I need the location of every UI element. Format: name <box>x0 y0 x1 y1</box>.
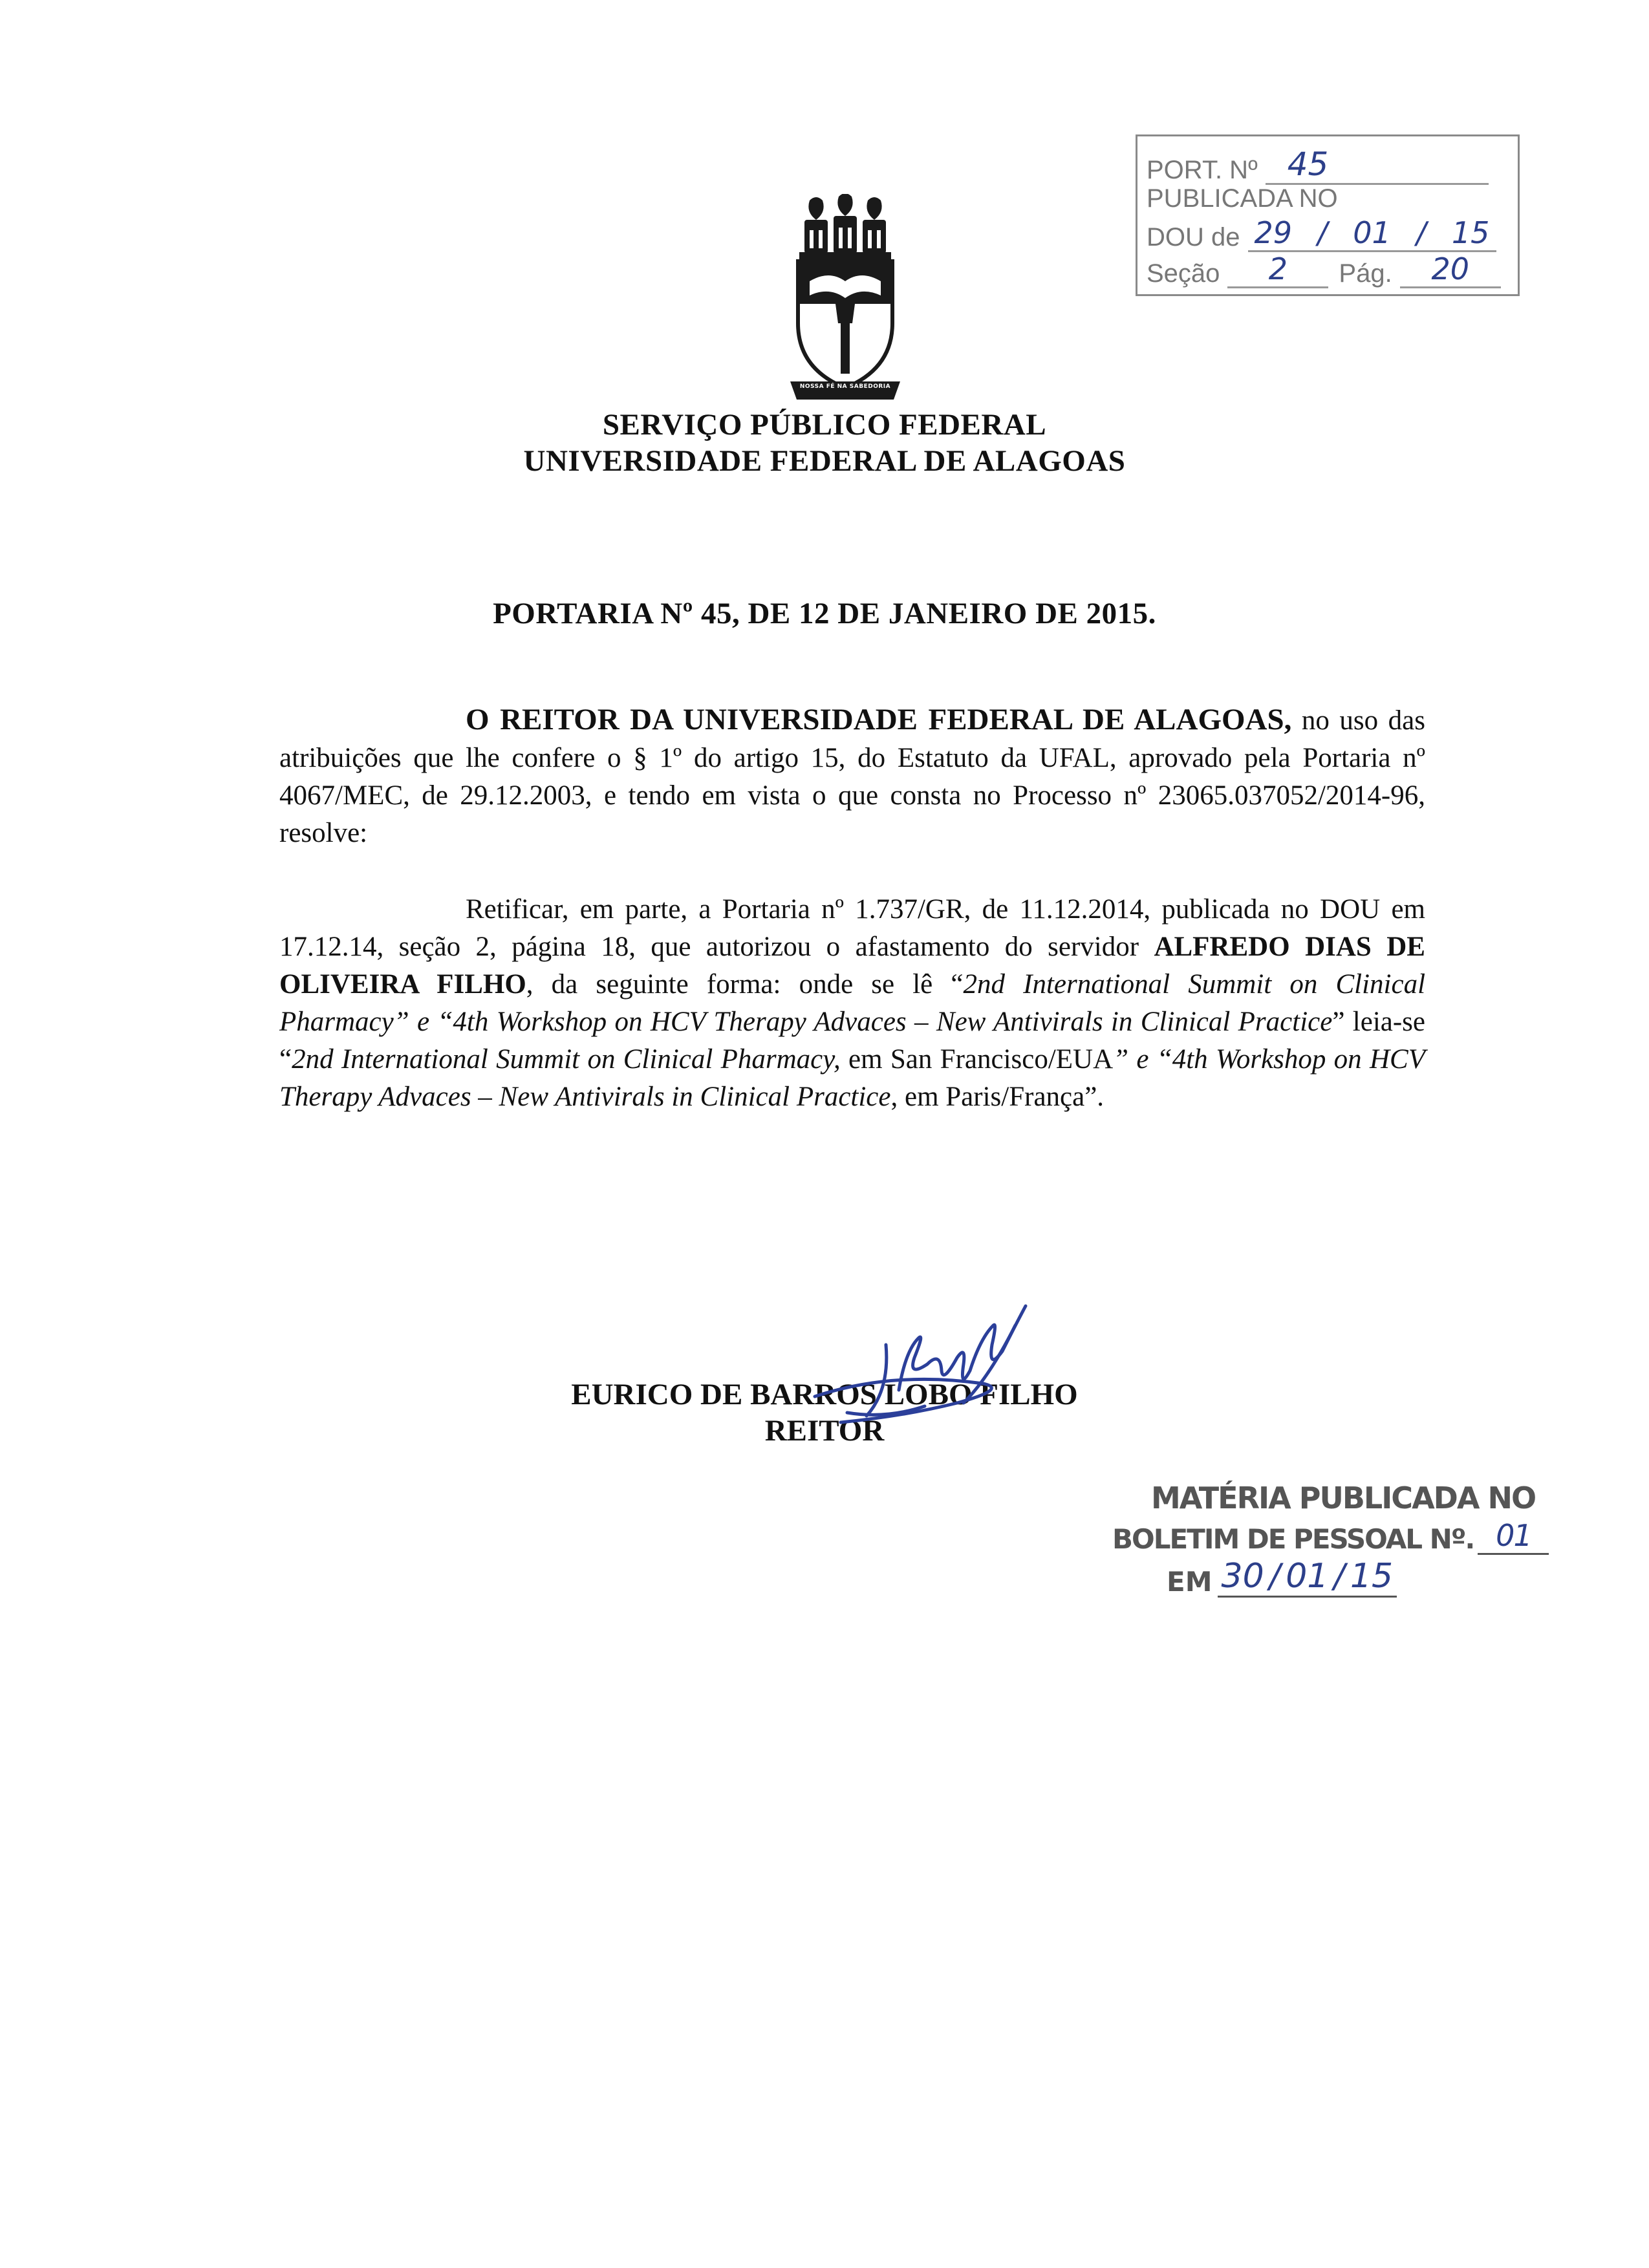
stamp-dou-day: 29 <box>1254 215 1293 250</box>
stamp-secao-value: 2 <box>1268 251 1288 286</box>
resolution-text-e: , em Paris/França”. <box>890 1082 1105 1112</box>
header-line-1: SERVIÇO PÚBLICO FEDERAL <box>602 408 1047 442</box>
boletim-number-value: 01 <box>1496 1518 1531 1553</box>
stamp-dou-month: 01 <box>1353 215 1391 250</box>
boletim-date-day: 30 <box>1221 1557 1264 1596</box>
resolution-italic-3: ” e “4th Workshop on HCV Therapy Advaces – New Antivirals in Clinical Practice <box>279 1044 1425 1112</box>
stamp-secao-label: Seção <box>1147 259 1220 288</box>
boletim-number-field <box>1478 1518 1549 1555</box>
boletim-date-year: 15 <box>1350 1557 1394 1596</box>
stamp-pag-value: 20 <box>1431 251 1469 286</box>
paragraph-resolution <box>279 891 1425 1116</box>
stamp-pag-field <box>1400 251 1501 288</box>
servant-name: ALFREDO DIAS DE OLIVEIRA FILHO <box>279 932 1425 1000</box>
boletim-number-label: BOLETIM DE PESSOAL Nº. <box>1112 1523 1474 1555</box>
boletim-line-1: MATÉRIA PUBLICADA NO <box>1151 1481 1536 1515</box>
stamp-secao-row <box>1147 251 1501 288</box>
publication-stamp <box>1136 134 1520 296</box>
stamp-dou-year: 15 <box>1451 215 1490 250</box>
boletim-line-3 <box>1167 1557 1397 1598</box>
crest-motto: NOSSA FÉ NA SABEDORIA <box>799 383 891 390</box>
boletim-stamp <box>1112 1481 1536 1603</box>
stamp-publicada-row <box>1147 184 1338 213</box>
stamp-dou-field: 29 / 01 / 15 <box>1248 215 1496 252</box>
paragraph-preamble <box>279 701 1425 852</box>
resolution-italic-2: 2nd International Summit on Clinical Pharmacy, <box>292 1044 841 1075</box>
resolution-text-c: ” leia-se “ <box>279 1007 1425 1075</box>
boletim-line-2 <box>1112 1518 1549 1555</box>
resolution-text-a: Retificar, em parte, a Portaria nº 1.737/GR, de 11.12.2014, publicada no DOU em 17.12.14, seção 2, página 18, que autorizou o afastamento do servidor <box>279 894 1425 962</box>
stamp-dou-row <box>1147 215 1496 252</box>
stamp-port-row <box>1147 145 1489 185</box>
stamp-pag-label: Pág. <box>1339 259 1392 288</box>
signatory-name: EURICO DE BARROS LOBO FILHO <box>571 1378 1078 1411</box>
resolution-text-b: , da seguinte forma: onde se lê “ <box>526 969 964 1000</box>
stamp-port-field <box>1266 145 1489 185</box>
stamp-port-value: 45 <box>1287 145 1329 183</box>
boletim-date-label: EM <box>1167 1566 1212 1598</box>
stamp-secao-field <box>1227 251 1328 288</box>
signatory-role: REITOR <box>764 1414 885 1448</box>
handwritten-signature-icon <box>789 1300 1086 1448</box>
stamp-port-label: PORT. Nº <box>1147 156 1258 184</box>
header-line-2: UNIVERSIDADE FEDERAL DE ALAGOAS <box>523 444 1126 478</box>
document-title: PORTARIA Nº 45, DE 12 DE JANEIRO DE 2015. <box>493 597 1156 630</box>
stamp-publicada-label: PUBLICADA NO <box>1147 184 1338 213</box>
resolution-italic-1: 2nd International Summit on Clinical Pharmacy” e “4th Workshop on HCV Therapy Advaces – New Antivirals in Clinical Practice <box>279 969 1426 1037</box>
stamp-dou-label: DOU de <box>1147 223 1240 251</box>
ufal-coat-of-arms-icon <box>790 194 900 407</box>
boletim-date-field: 30 / 01 / 15 <box>1218 1557 1397 1598</box>
preamble-text: no uso das atribuições que lhe confere o § 1º do artigo 15, do Estatuto da UFAL, aprovado pela Portaria nº 4067/MEC, de 29.12.2003, e tendo em vista o que consta no Processo nº 23065.037052/2014-96, resolve: <box>279 705 1425 848</box>
resolution-text-d: em San Francisco/EUA <box>840 1044 1114 1075</box>
preamble-authority: O REITOR DA UNIVERSIDADE FEDERAL DE ALAGOAS, <box>466 703 1292 736</box>
boletim-date-month: 01 <box>1286 1557 1329 1596</box>
